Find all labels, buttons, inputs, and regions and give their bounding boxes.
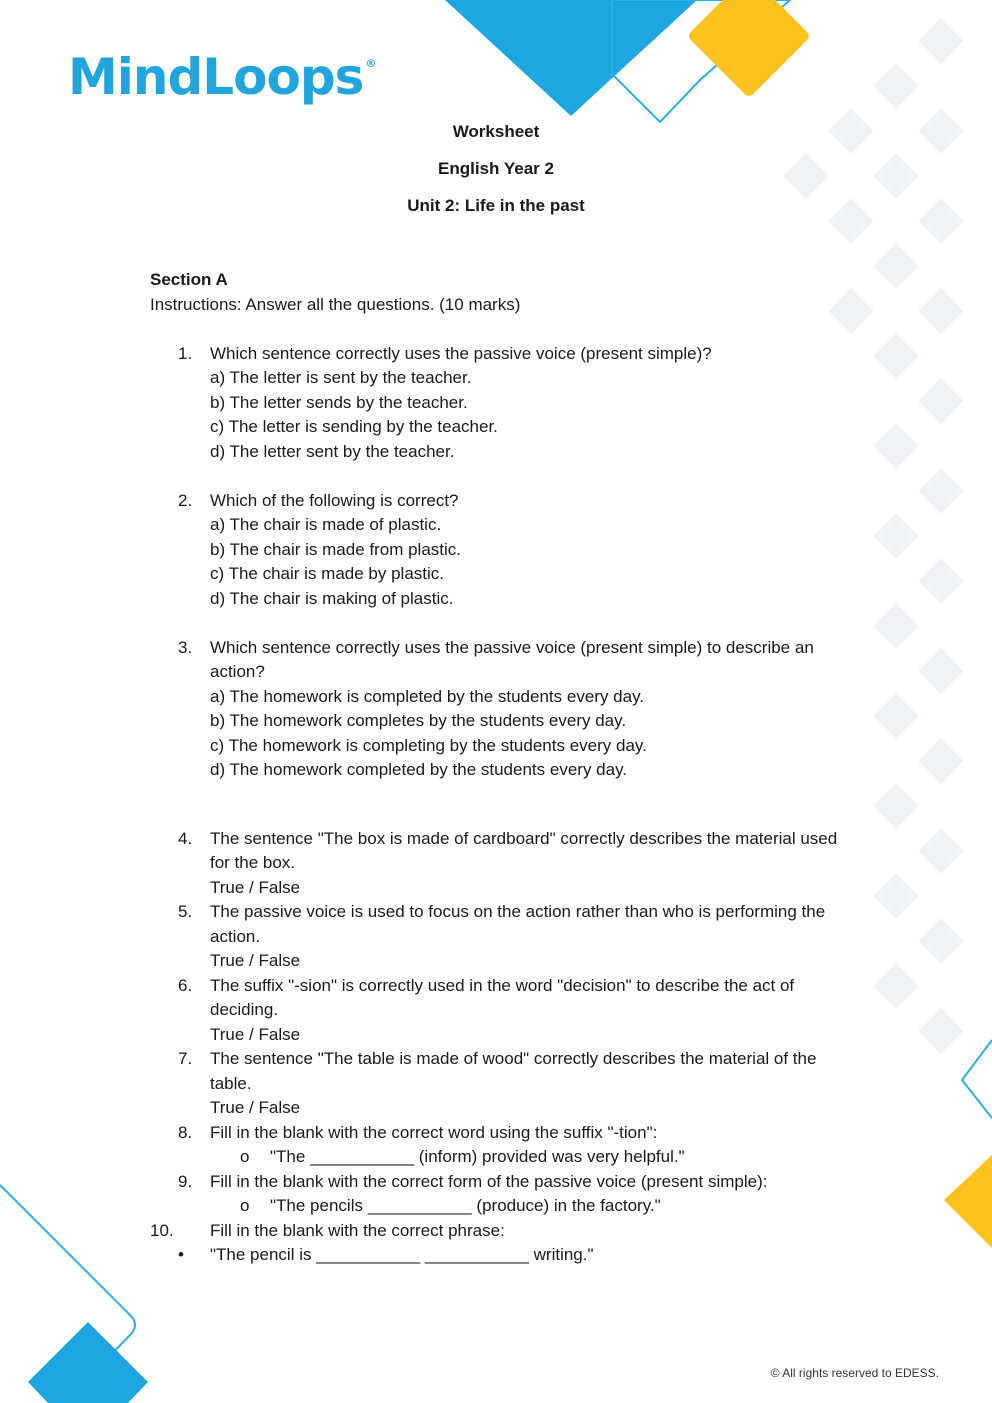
question-number: 3. xyxy=(178,637,193,657)
question-8 xyxy=(150,1121,850,1146)
yellow-triangle-right xyxy=(944,1155,992,1248)
question-text: Which sentence correctly uses the passive voice (present simple)? xyxy=(210,343,712,363)
option-3c: c) The homework is completing by the students every day. xyxy=(210,735,647,755)
question-2 xyxy=(150,489,850,514)
question-1 xyxy=(150,342,850,367)
question-9 xyxy=(150,1170,850,1195)
question-text: Which of the following is correct? xyxy=(210,490,459,510)
option-1d: d) The letter sent by the teacher. xyxy=(210,441,455,461)
blue-outline-right xyxy=(962,1040,992,1118)
circle-bullet-icon: o xyxy=(240,1147,250,1166)
option-3d: d) The homework completed by the students every day. xyxy=(210,760,628,779)
option-1a: a) The letter is sent by the teacher. xyxy=(210,368,472,387)
section-instructions: Instructions: Answer all the questions. (10 marks) xyxy=(150,294,521,314)
question-3 xyxy=(150,636,850,685)
option-1b: b) The letter sends by the teacher. xyxy=(210,392,468,412)
copyright-footer: © All rights reserved to EDESS. xyxy=(770,1366,939,1380)
worksheet-title: Worksheet xyxy=(452,122,540,141)
fill-sentence: "The ___________ (inform) provided was very helpful." xyxy=(270,1147,685,1166)
question-number: 9. xyxy=(178,1171,193,1191)
question-number: 10. xyxy=(150,1220,174,1240)
question-10 xyxy=(150,1219,850,1244)
question-number: 7. xyxy=(178,1049,193,1068)
fill-item-10 xyxy=(150,1243,850,1268)
question-number: 1. xyxy=(178,343,193,363)
question-number: 8. xyxy=(178,1122,193,1142)
circle-bullet-icon: o xyxy=(240,1196,250,1215)
question-6 xyxy=(150,974,850,1023)
option-3a: a) The homework is completed by the students every day. xyxy=(210,686,645,706)
question-text: Which sentence correctly uses the passive voice (present simple) to describe an action? xyxy=(210,637,814,681)
subject-title: English Year 2 xyxy=(438,159,554,178)
question-5 xyxy=(150,900,850,949)
question-number: 4. xyxy=(178,828,193,848)
question-text: Fill in the blank with the correct form of the passive voice (present simple): xyxy=(210,1171,768,1191)
option-2d: d) The chair is making of plastic. xyxy=(210,588,454,608)
question-text: The suffix "-sion" is correctly used in the word "decision" to describe the act of deciding. xyxy=(210,975,795,1019)
question-number: 2. xyxy=(178,490,193,510)
fill-item-9 xyxy=(150,1194,850,1219)
section-title: Section A xyxy=(150,270,228,289)
unit-title: Unit 2: Life in the past xyxy=(407,196,585,215)
option-2b: b) The chair is made from plastic. xyxy=(210,539,461,559)
question-text: The passive voice is used to focus on the action rather than who is performing the action. xyxy=(210,902,826,946)
registered-mark: ® xyxy=(365,57,376,70)
question-7 xyxy=(150,1047,850,1096)
option-1c: c) The letter is sending by the teacher. xyxy=(210,417,498,436)
fill-sentence: "The pencil is ___________ ___________ writing." xyxy=(210,1245,594,1264)
fill-item-8 xyxy=(150,1145,850,1170)
true-false-4: True / False xyxy=(210,877,301,897)
worksheet-content xyxy=(150,268,850,1268)
bullet-icon: • xyxy=(178,1245,184,1264)
option-2c: c) The chair is made by plastic. xyxy=(210,564,444,583)
question-text: The sentence "The box is made of cardboard" correctly describes the material used for the box. xyxy=(210,828,838,872)
yellow-diamond-top xyxy=(687,0,811,98)
fill-sentence: "The pencils ___________ (produce) in the factory." xyxy=(270,1196,661,1215)
true-false-5: True / False xyxy=(210,951,301,970)
question-number: 6. xyxy=(178,975,193,995)
true-false-7: True / False xyxy=(210,1098,301,1117)
true-false-6: True / False xyxy=(210,1024,301,1044)
question-text: The sentence "The table is made of wood" correctly describes the material of the table. xyxy=(210,1049,817,1093)
question-4 xyxy=(150,827,850,876)
option-2a: a) The chair is made of plastic. xyxy=(210,515,442,534)
blue-diamond-top xyxy=(445,0,697,116)
question-text: Fill in the blank with the correct phrase: xyxy=(210,1220,505,1240)
question-text: Fill in the blank with the correct word using the suffix "-tion": xyxy=(210,1122,658,1142)
question-number: 5. xyxy=(178,902,193,921)
option-3b: b) The homework completes by the students every day. xyxy=(210,711,627,730)
logo-text: MindLoops xyxy=(68,48,364,106)
mindloops-logo xyxy=(68,48,376,106)
